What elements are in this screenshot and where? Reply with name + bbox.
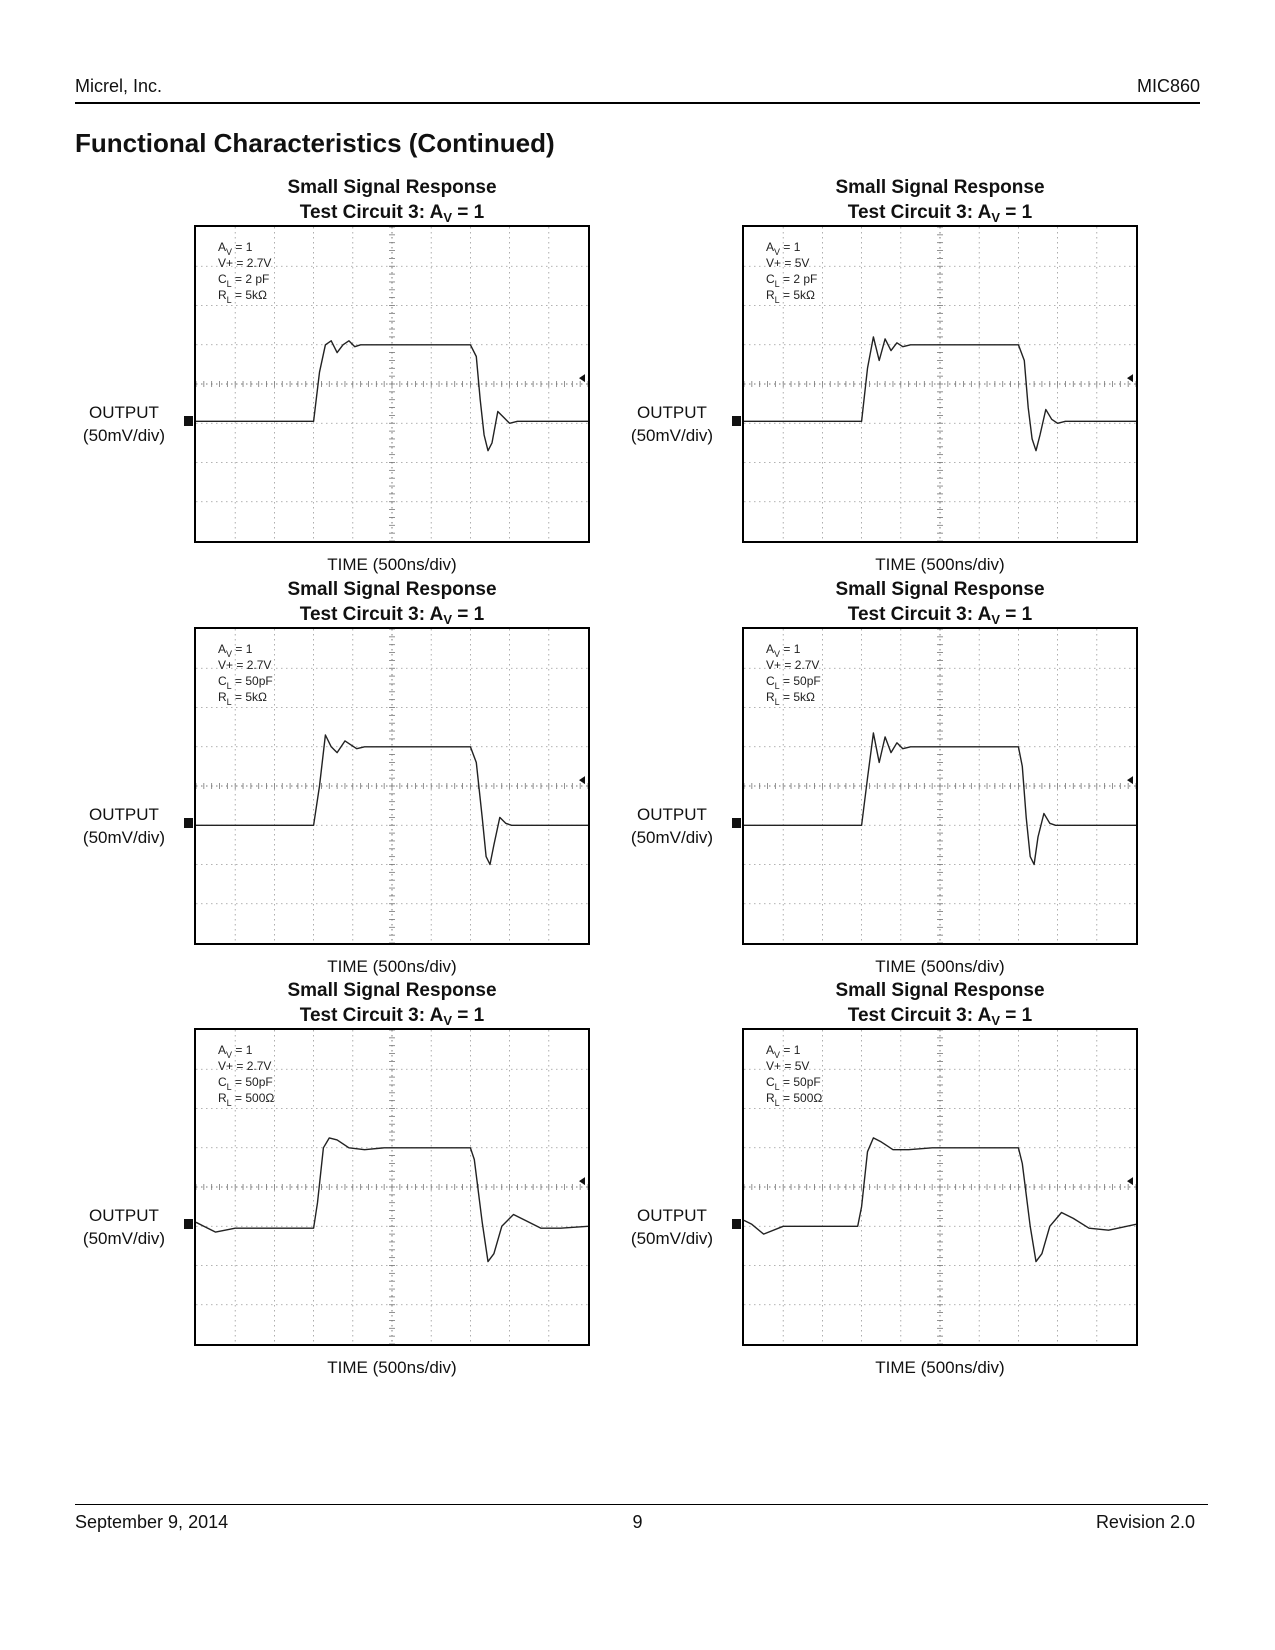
x-axis-label: TIME (500ns/div) <box>327 957 457 976</box>
condition-main: A <box>766 240 775 254</box>
test-condition-label <box>218 256 271 270</box>
trigger-level-icon <box>1127 1177 1133 1185</box>
condition-main: C <box>218 272 227 286</box>
condition-rest: = 2 pF <box>779 272 818 286</box>
chart-subtitle-suffix: = 1 <box>1000 604 1033 625</box>
test-condition-label <box>766 272 817 289</box>
y-axis-label <box>612 803 732 849</box>
condition-subscript: V <box>774 1050 781 1060</box>
condition-rest: = 2 pF <box>231 272 270 286</box>
chart-subtitle-prefix: Test Circuit 3: A <box>847 604 992 625</box>
test-condition-label <box>766 674 821 691</box>
condition-main: R <box>766 1091 775 1105</box>
chart-title <box>740 577 1140 632</box>
condition-main: V+ = 2.7V <box>766 658 820 672</box>
scope-svg <box>196 629 588 943</box>
scope-svg <box>744 629 1136 943</box>
chart-subtitle-subscript: V <box>991 612 1000 627</box>
condition-rest: = 50pF <box>231 674 273 688</box>
condition-main: C <box>218 1075 227 1089</box>
condition-rest: = 5kΩ <box>779 288 816 302</box>
condition-main: A <box>218 642 227 656</box>
footer-date: September 9, 2014 <box>75 1512 229 1532</box>
test-condition-label <box>218 272 269 289</box>
chart-subtitle-suffix: = 1 <box>452 202 485 223</box>
y-axis-label <box>64 803 184 849</box>
y-axis-label-signal: OUTPUT <box>637 805 707 825</box>
chart-subtitle-suffix: = 1 <box>1000 1005 1033 1026</box>
condition-subscript: V <box>774 649 781 659</box>
test-condition-label <box>766 288 815 305</box>
condition-rest: = 500Ω <box>231 1091 275 1105</box>
condition-main: R <box>766 288 775 302</box>
condition-rest: = 1 <box>780 240 801 254</box>
condition-rest: = 5kΩ <box>231 690 268 704</box>
test-condition-label <box>766 1059 809 1073</box>
chart-title <box>740 978 1140 1033</box>
footer-page-number: 9 <box>632 1512 643 1532</box>
channel-marker-icon <box>184 1219 193 1229</box>
condition-subscript: L <box>774 1082 780 1092</box>
chart-subtitle-prefix: Test Circuit 3: A <box>299 604 444 625</box>
condition-main: V+ = 5V <box>766 1059 810 1073</box>
trigger-level-icon <box>579 776 585 784</box>
condition-rest: = 50pF <box>779 1075 821 1089</box>
condition-main: R <box>218 1091 227 1105</box>
test-condition-label <box>218 1059 271 1073</box>
chart-subtitle-subscript: V <box>443 210 452 225</box>
condition-subscript: L <box>774 295 780 305</box>
condition-main: A <box>766 1043 775 1057</box>
condition-subscript: V <box>226 247 233 257</box>
condition-rest: = 500Ω <box>779 1091 823 1105</box>
test-condition-label <box>766 690 815 707</box>
scope-screen <box>194 627 590 945</box>
condition-subscript: L <box>774 279 780 289</box>
chart-subtitle-prefix: Test Circuit 3: A <box>847 202 992 223</box>
condition-subscript: L <box>774 1098 780 1108</box>
y-axis-label <box>64 401 184 447</box>
x-axis-label: TIME (500ns/div) <box>875 957 1005 976</box>
header-divider <box>75 102 1200 104</box>
chart-subtitle-subscript: V <box>443 1013 452 1028</box>
condition-subscript: L <box>774 697 780 707</box>
condition-main: V+ = 5V <box>766 256 810 270</box>
test-condition-label <box>218 1091 274 1108</box>
condition-subscript: L <box>226 697 232 707</box>
test-condition-label <box>218 690 267 707</box>
y-axis-label-scale: (50mV/div) <box>82 1229 166 1249</box>
channel-marker-icon <box>184 818 193 828</box>
scope-screen <box>194 1028 590 1346</box>
condition-main: R <box>218 288 227 302</box>
condition-rest: = 1 <box>232 642 253 656</box>
y-axis-label-scale: (50mV/div) <box>630 1229 714 1249</box>
test-condition-label <box>218 674 273 691</box>
test-condition-label <box>218 240 253 257</box>
test-condition-label <box>218 1075 273 1092</box>
footer-divider <box>75 1504 1208 1505</box>
condition-subscript: L <box>774 681 780 691</box>
condition-subscript: L <box>226 1098 232 1108</box>
condition-rest: = 5kΩ <box>231 288 268 302</box>
condition-rest: = 1 <box>780 642 801 656</box>
y-axis-label-signal: OUTPUT <box>89 403 159 423</box>
condition-main: A <box>766 642 775 656</box>
x-axis-label: TIME (500ns/div) <box>875 555 1005 574</box>
chart-subtitle-suffix: = 1 <box>452 604 485 625</box>
test-condition-label <box>766 1091 822 1108</box>
condition-subscript: L <box>226 279 232 289</box>
y-axis-label-scale: (50mV/div) <box>630 426 714 446</box>
y-axis-label-scale: (50mV/div) <box>82 426 166 446</box>
scope-screen <box>742 225 1138 543</box>
condition-main: C <box>766 1075 775 1089</box>
scope-svg <box>744 1030 1136 1344</box>
header-company: Micrel, Inc. <box>75 76 163 96</box>
trigger-level-icon <box>579 1177 585 1185</box>
footer-revision: Revision 2.0 <box>1095 1512 1195 1532</box>
chart-title-line: Small Signal Response <box>835 980 1045 1001</box>
condition-subscript: L <box>226 681 232 691</box>
channel-marker-icon <box>732 818 741 828</box>
chart-title-line: Small Signal Response <box>287 177 497 198</box>
condition-main: C <box>766 674 775 688</box>
y-axis-label-signal: OUTPUT <box>89 805 159 825</box>
condition-main: R <box>218 690 227 704</box>
y-axis-label-signal: OUTPUT <box>637 1206 707 1226</box>
chart-subtitle-subscript: V <box>991 1013 1000 1028</box>
chart-subtitle-prefix: Test Circuit 3: A <box>299 202 444 223</box>
condition-rest: = 5kΩ <box>779 690 816 704</box>
test-condition-label <box>766 658 819 672</box>
condition-subscript: L <box>226 295 232 305</box>
y-axis-label-scale: (50mV/div) <box>82 828 166 848</box>
scope-svg <box>196 1030 588 1344</box>
trigger-level-icon <box>1127 374 1133 382</box>
y-axis-label <box>64 1204 184 1250</box>
chart-subtitle-suffix: = 1 <box>452 1005 485 1026</box>
y-axis-label <box>612 401 732 447</box>
test-condition-label <box>218 642 253 659</box>
condition-rest: = 50pF <box>231 1075 273 1089</box>
y-axis-label-scale: (50mV/div) <box>630 828 714 848</box>
chart-subtitle-suffix: = 1 <box>1000 202 1033 223</box>
x-axis-label: TIME (500ns/div) <box>875 1358 1005 1377</box>
channel-marker-icon <box>184 416 193 426</box>
test-condition-label <box>766 240 801 257</box>
condition-main: C <box>218 674 227 688</box>
channel-marker-icon <box>732 1219 741 1229</box>
trigger-level-icon <box>1127 776 1133 784</box>
chart-subtitle-prefix: Test Circuit 3: A <box>847 1005 992 1026</box>
test-condition-label <box>766 1075 821 1092</box>
trigger-level-icon <box>579 374 585 382</box>
scope-screen <box>742 1028 1138 1346</box>
test-condition-label <box>218 658 271 672</box>
test-condition-label <box>766 1043 801 1060</box>
test-condition-label <box>766 256 809 270</box>
condition-main: R <box>766 690 775 704</box>
condition-subscript: V <box>226 1050 233 1060</box>
condition-rest: = 1 <box>232 1043 253 1057</box>
condition-main: A <box>218 240 227 254</box>
y-axis-label-signal: OUTPUT <box>637 403 707 423</box>
condition-main: A <box>218 1043 227 1057</box>
condition-rest: = 1 <box>232 240 253 254</box>
chart-subtitle-prefix: Test Circuit 3: A <box>299 1005 444 1026</box>
condition-subscript: V <box>226 649 233 659</box>
condition-subscript: L <box>226 1082 232 1092</box>
scope-screen <box>742 627 1138 945</box>
output-waveform <box>744 337 1136 451</box>
chart-title-line: Small Signal Response <box>835 579 1045 600</box>
test-condition-label <box>218 1043 253 1060</box>
channel-marker-icon <box>732 416 741 426</box>
scope-svg <box>744 227 1136 541</box>
chart-title <box>192 175 592 230</box>
condition-rest: = 1 <box>780 1043 801 1057</box>
chart-subtitle-subscript: V <box>991 210 1000 225</box>
test-condition-label <box>218 288 267 305</box>
chart-title-line: Small Signal Response <box>835 177 1045 198</box>
section-title: Functional Characteristics (Continued) <box>75 128 555 158</box>
condition-subscript: V <box>774 247 781 257</box>
chart-title <box>192 978 592 1033</box>
scope-screen <box>194 225 590 543</box>
condition-rest: = 50pF <box>779 674 821 688</box>
condition-main: C <box>766 272 775 286</box>
y-axis-label-signal: OUTPUT <box>89 1206 159 1226</box>
condition-main: V+ = 2.7V <box>218 256 272 270</box>
chart-title-line: Small Signal Response <box>287 579 497 600</box>
header-part-number: MIC860 <box>1136 76 1200 96</box>
scope-svg <box>196 227 588 541</box>
chart-title <box>192 577 592 632</box>
condition-main: V+ = 2.7V <box>218 658 272 672</box>
test-condition-label <box>766 642 801 659</box>
x-axis-label: TIME (500ns/div) <box>327 1358 457 1377</box>
y-axis-label <box>612 1204 732 1250</box>
chart-subtitle-subscript: V <box>443 612 452 627</box>
x-axis-label: TIME (500ns/div) <box>327 555 457 574</box>
chart-title <box>740 175 1140 230</box>
condition-main: V+ = 2.7V <box>218 1059 272 1073</box>
chart-title-line: Small Signal Response <box>287 980 497 1001</box>
